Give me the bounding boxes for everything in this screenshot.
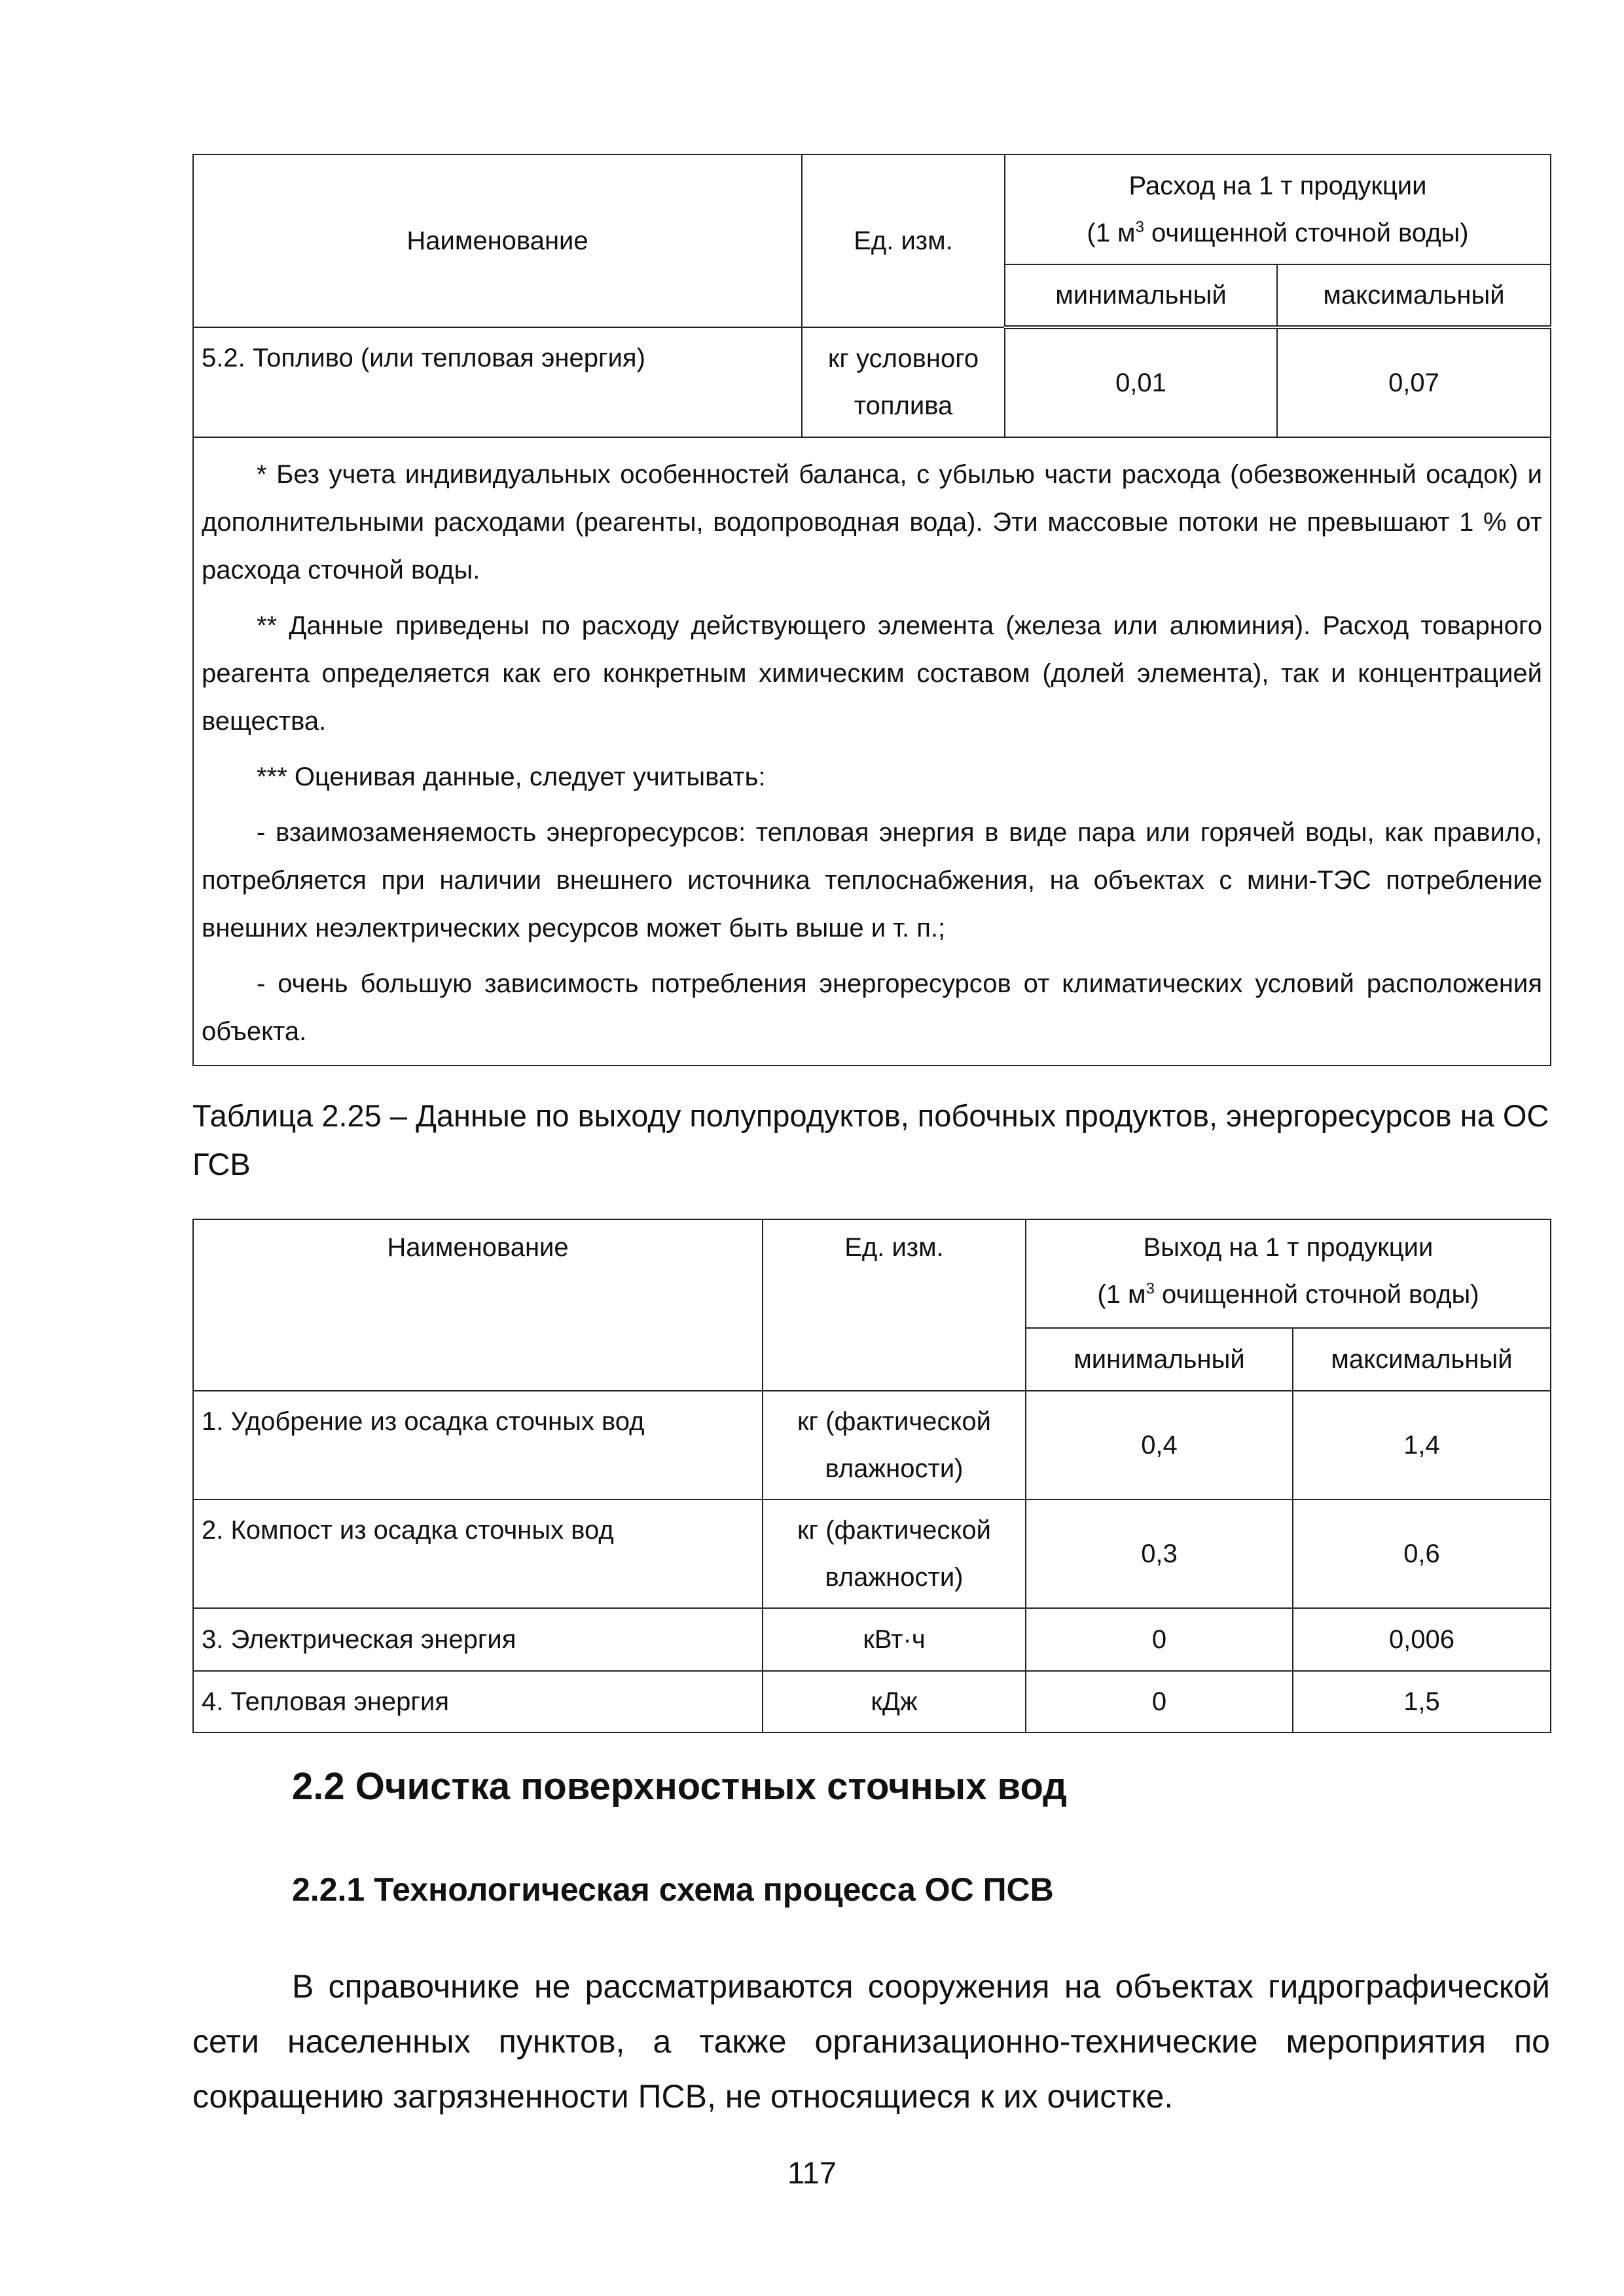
- row-max: 1,4: [1293, 1391, 1551, 1499]
- table-row: [193, 1671, 1551, 1732]
- note-1: * Без учета индивидуальных особенностей баланса, с убылью части расхода (обезвоженный осадок) и дополнительными расходами (реагенты, водопроводная вода). Эти массовые потоки не превышают 1 % от расхода сточной воды.: [202, 460, 1542, 584]
- row-unit: кг (фактической влажности): [763, 1391, 1026, 1499]
- col-header-unit: Ед. изм.: [763, 1219, 1026, 1391]
- row-min: 0: [1026, 1608, 1293, 1671]
- row-unit: кг условного топлива: [802, 327, 1005, 437]
- table-caption: Таблица 2.25 – Данные по выходу полупродуктов, побочных продуктов, энергоресурсов на ОС ГСВ: [192, 1098, 1549, 1181]
- table-row: [193, 1499, 1551, 1608]
- col-header-output-line2: (1 $м^3$ очищенной сточной воды): [1097, 1280, 1479, 1309]
- consumption-table: [192, 154, 1551, 1066]
- row-min: 0,3: [1026, 1499, 1293, 1608]
- col-header-rate-line2: (1 $м^3$ очищенной сточной воды): [1087, 218, 1469, 247]
- note-5: - очень большую зависимость потребления энергоресурсов от климатических условий расположения объекта.: [202, 969, 1542, 1046]
- table-notes: [193, 437, 1551, 1066]
- row-name: 2. Компост из осадка сточных вод: [193, 1499, 763, 1608]
- table-row: [193, 1391, 1551, 1499]
- notes-row: [193, 437, 1551, 1066]
- subsection-heading: 2.2.1 Технологическая схема процесса ОС ПСВ: [292, 1871, 1054, 1908]
- note-3: *** Оценивая данные, следует учитывать:: [257, 762, 766, 791]
- row-unit: кДж: [763, 1671, 1026, 1732]
- col-header-name: Наименование: [193, 1219, 763, 1391]
- row-min: 0,4: [1026, 1391, 1293, 1499]
- output-table: [192, 1219, 1551, 1733]
- col-header-name: Наименование: [193, 154, 802, 327]
- table-row: [193, 1608, 1551, 1671]
- page-number: 117: [787, 2155, 837, 2190]
- table-row: [193, 327, 1551, 437]
- col-header-min: минимальный: [1026, 1328, 1293, 1391]
- row-unit: кг (фактической влажности): [763, 1499, 1026, 1608]
- col-header-unit: Ед. изм.: [802, 154, 1005, 327]
- col-header-min: минимальный: [1005, 264, 1277, 327]
- row-max: 0,006: [1293, 1608, 1551, 1671]
- body-paragraph: В справочнике не рассматриваются сооружения на объектах гидрографической сети населенных пунктов, а также организационно-технические мероприятия по сокращению загрязненности ПСВ, не относящиеся к их очистке.: [192, 1968, 1550, 2115]
- col-header-max: максимальный: [1277, 264, 1551, 327]
- section-heading: 2.2 Очистка поверхностных сточных вод: [292, 1765, 1067, 1808]
- row-name: 4. Тепловая энергия: [193, 1671, 763, 1732]
- row-max: 1,5: [1293, 1671, 1551, 1732]
- row-name: 3. Электрическая энергия: [193, 1608, 763, 1671]
- row-min: 0: [1026, 1671, 1293, 1732]
- col-header-output-line1: Выход на 1 т продукции: [1143, 1233, 1434, 1262]
- note-2: ** Данные приведены по расходу действующего элемента (железа или алюминия). Расход товарного реагента определяется как его конкретным химическим составом (долей элемента), так и концентрацией вещества.: [202, 611, 1542, 736]
- row-max: 0,6: [1293, 1499, 1551, 1608]
- row-max: 0,07: [1277, 327, 1551, 437]
- row-min: 0,01: [1005, 327, 1277, 437]
- col-header-max: максимальный: [1293, 1328, 1551, 1391]
- row-name: 1. Удобрение из осадка сточных вод: [193, 1391, 763, 1499]
- col-header-output: [1026, 1219, 1551, 1328]
- col-header-rate-line1: Расход на 1 т продукции: [1128, 171, 1427, 200]
- note-4: - взаимозаменяемость энергоресурсов: тепловая энергия в виде пара или горячей воды, как правило, потребляется при наличии внешнего источника теплоснабжения, на объектах с мини-ТЭС потребление внешних неэлектрических ресурсов может быть выше и т. п.;: [202, 818, 1542, 942]
- row-name: 5.2. Топливо (или тепловая энергия): [193, 327, 802, 437]
- col-header-rate: [1005, 154, 1551, 264]
- row-unit: кВт·ч: [763, 1608, 1026, 1671]
